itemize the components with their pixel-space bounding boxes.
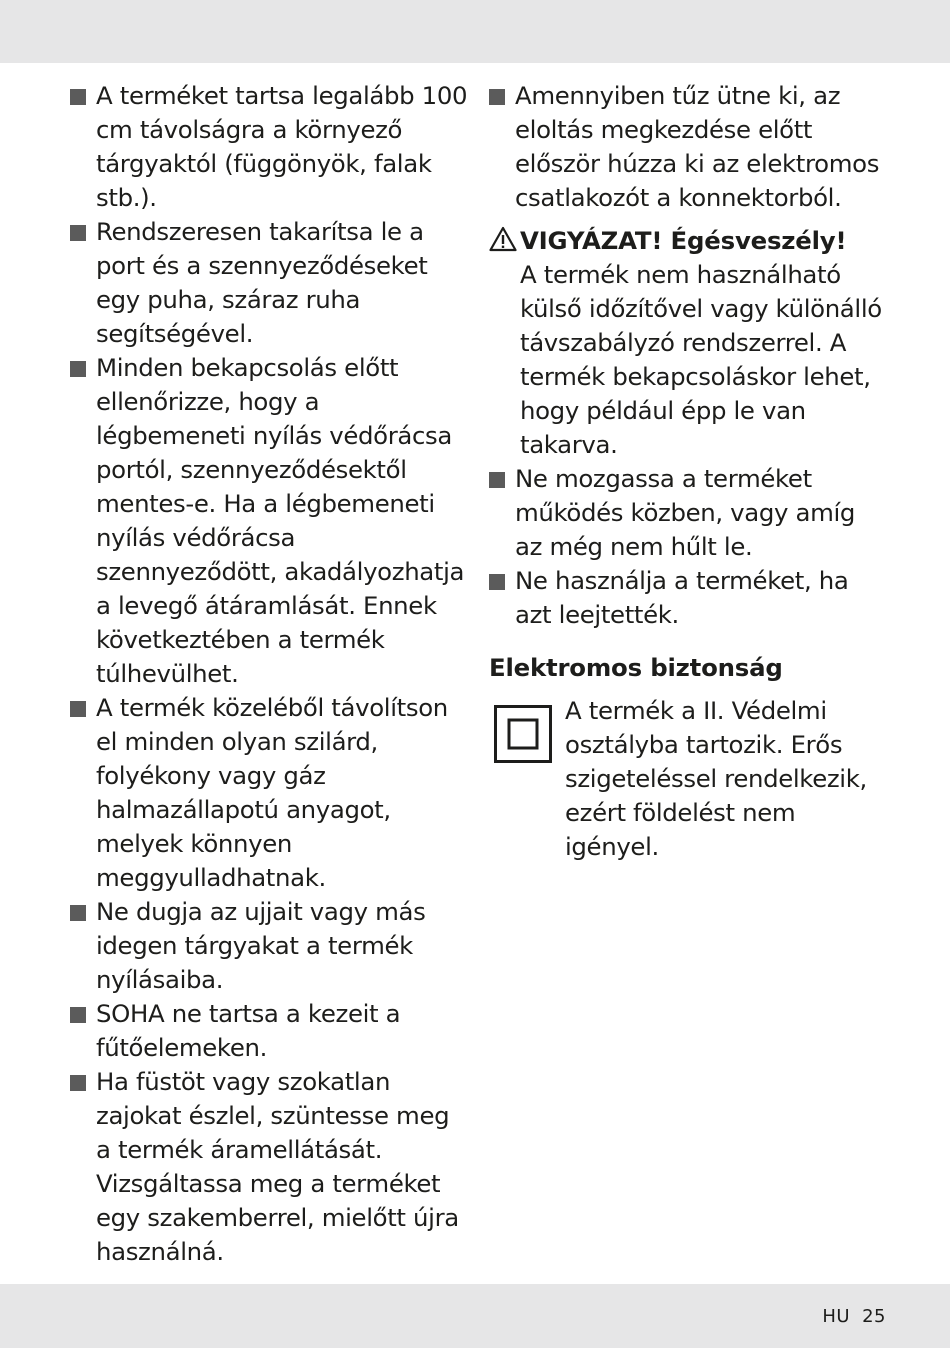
- footer-band: [0, 1284, 950, 1348]
- list-item: [489, 462, 889, 564]
- protection-class-block: [489, 694, 889, 864]
- protection-class-ii-icon: [494, 705, 552, 763]
- list-item: [70, 215, 470, 351]
- bullet-square-icon: [70, 89, 86, 105]
- warning-triangle-icon: [489, 226, 517, 252]
- list-item-text: Ha füstöt vagy szokatlan zajokat észlel, szüntesse meg a termék áramellátását. Vizsgáltassa meg a terméket egy szakemberrel, mielőtt újra használná.: [96, 1067, 459, 1266]
- list-item: [70, 997, 470, 1065]
- bullet-square-icon: [70, 701, 86, 717]
- warning-heading: [489, 224, 889, 258]
- section-title: Elektromos biztonság: [489, 653, 783, 682]
- bullet-square-icon: [70, 1007, 86, 1023]
- right-column: [489, 79, 889, 864]
- bullet-square-icon: [70, 1075, 86, 1091]
- burn-hazard-warning: [489, 224, 889, 462]
- list-item: [70, 895, 470, 997]
- page-footer: [822, 1306, 886, 1327]
- list-item-text: Amennyiben tűz ütne ki, az eloltás megkezdése előtt először húzza ki az elektromos csatlakozót a konnektorból.: [515, 81, 880, 212]
- list-item-text: Rendszeresen takarítsa le a port és a szennyeződéseket egy puha, száraz ruha segítségével.: [96, 217, 428, 348]
- list-item-text: Ne használja a terméket, ha azt leejtették.: [515, 566, 849, 629]
- header-band: [0, 0, 950, 63]
- left-column: [70, 79, 470, 1269]
- bullet-square-icon: [70, 361, 86, 377]
- list-item-text: A terméket tartsa legalább 100 cm távolságra a környező tárgyaktól (függönyök, falak stb.).: [96, 81, 468, 212]
- warning-text: A termék nem használható külső időzítővel vagy különálló távszabályzó rendszerrel. A termék bekapcsoláskor lehet, hogy például épp le van takarva.: [520, 260, 882, 459]
- bullet-square-icon: [70, 225, 86, 241]
- page-number: 25: [862, 1306, 886, 1327]
- protection-class-text: A termék a II. Védelmi osztályba tartozik. Erős szigeteléssel rendelkezik, ezért földelést nem igényel.: [565, 696, 867, 861]
- bullet-square-icon: [70, 905, 86, 921]
- bullet-square-icon: [489, 574, 505, 590]
- list-item: [70, 691, 470, 895]
- list-item: [70, 351, 470, 691]
- list-item-text: Ne dugja az ujjait vagy más idegen tárgyakat a termék nyílásaiba.: [96, 897, 426, 994]
- bullet-square-icon: [489, 472, 505, 488]
- list-item-text: Ne mozgassa a terméket működés közben, vagy amíg az még nem hűlt le.: [515, 464, 856, 561]
- bullet-square-icon: [489, 89, 505, 105]
- footer-language: HU: [822, 1306, 851, 1327]
- list-item-text: Minden bekapcsolás előtt ellenőrizze, hogy a légbemeneti nyílás védőrácsa portól, szennyeződésektől mentes-e. Ha a légbemeneti nyílás védőrácsa szennyeződött, akadályozhatja a levegő átáramlását. Ennek következtében a termék túlhevülhet.: [96, 353, 465, 688]
- list-item: [70, 79, 470, 215]
- list-item-text: SOHA ne tartsa a kezeit a fűtőelemeken.: [96, 999, 401, 1062]
- warning-title: VIGYÁZAT! Égésveszély!: [520, 226, 847, 255]
- list-item: [70, 1065, 470, 1269]
- list-item: [489, 564, 889, 632]
- list-item: [489, 79, 889, 215]
- list-item-text: A termék közeléből távolítson el minden olyan szilárd, folyékony vagy gáz halmazállapotú anyagot, melyek könnyen meggyulladhatnak.: [96, 693, 448, 892]
